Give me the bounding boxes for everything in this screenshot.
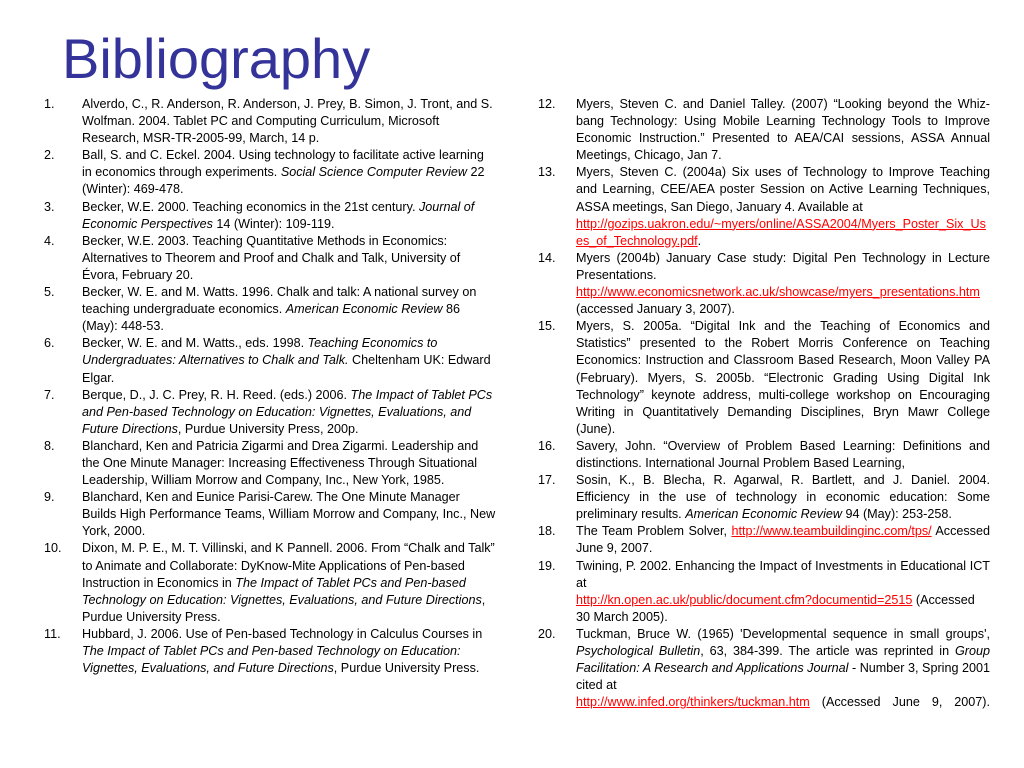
reference-text: Savery, John. “Overview of Problem Based Learning: Definitions and distinctions. International Journal Problem Based Learning, (576, 438, 990, 470)
reference-text-part: 14 (Winter): 109-119. (212, 216, 335, 231)
reference-number: 7. (44, 387, 55, 402)
reference-text-part: (accessed January 3, 2007). (576, 302, 735, 317)
reference-text (82, 335, 496, 386)
reference-text: Blanchard, Ken and Eunice Parisi-Carew. The One Minute Manager Builds High Performance Teams, William Morrow and Company, Inc., New York, 2000. (82, 490, 496, 539)
reference-text-part: Tuckman, Bruce W. (1965) 'Developmental sequence in small groups', (576, 626, 990, 641)
reference-italic-title: Teaching Economics to Undergraduates: Alternatives to Chalk and Talk. (82, 336, 438, 368)
reference-text-part: , Purdue University Press. (82, 592, 486, 624)
reference-text-part: - Number 3, Spring 2001 cited at (576, 661, 990, 693)
reference-text-part: The Team Problem Solver, (576, 524, 732, 539)
reference-text-part: (Accessed June 9, 2007). (809, 695, 990, 710)
reference-number: 12. (538, 97, 556, 111)
reference-6 (44, 335, 496, 386)
reference-11 (44, 626, 496, 677)
reference-italic-title: The Impact of Tablet PCs and Pen-based Technology on Education: Vignettes, Evaluations, and Future Directions (82, 575, 482, 607)
reference-text-part: Twining, P. 2002. Enhancing the Impact of Investments in Educational ICT at (576, 558, 990, 590)
reference-9 (44, 489, 496, 540)
reference-text-part: Accessed June 9, 2007. (576, 524, 990, 556)
reference-number: 6. (44, 336, 55, 351)
reference-text (576, 250, 990, 318)
reference-text-part: . (697, 233, 702, 248)
reference-italic-title: The Impact of Tablet PCs and Pen-based Technology on Education: Vignettes, Evaluations, and Future Directions (82, 387, 493, 436)
reference-text-part: Berque, D., J. C. Prey, R. H. Reed. (eds.) 2006. (82, 387, 351, 402)
reference-text (576, 523, 990, 557)
reference-italic-title: American Economic Review (285, 302, 443, 317)
reference-url-link[interactable]: http://www.teambuildinginc.com/tps/ (731, 524, 932, 539)
reference-text (82, 540, 496, 625)
reference-number: 4. (44, 233, 55, 248)
reference-number: 14. (538, 250, 556, 265)
reference-italic-title: Group Facilitation: A Research and Applications Journal (576, 644, 990, 676)
reference-8 (44, 438, 496, 489)
reference-number: 2. (44, 148, 55, 163)
reference-number: 1. (44, 97, 55, 111)
reference-text: Myers, S. 2005a. “Digital Ink and the Teaching of Economics and Statistics” presented to the Robert Morris Conference on Teaching Economics: Instruction and Classroom Based Research, Moon Valley PA (February). Myers, S. 2005b. “Electronic Grading Using Digital Ink Technology” keynote address, multi-college workshop on Encouraging Writing in Quantitatively Demanding Disciplines, Bryn Mawr College (June). (576, 319, 990, 436)
reference-3 (44, 199, 496, 233)
reference-20 (538, 626, 990, 711)
reference-14 (538, 250, 990, 318)
reference-text-part: , Purdue University Press, 200p. (177, 421, 359, 436)
reference-19 (538, 558, 990, 626)
reference-number: 20. (538, 626, 556, 641)
reference-text (82, 199, 496, 233)
reference-1 (44, 96, 496, 147)
reference-13 (538, 164, 990, 249)
reference-text (576, 626, 990, 711)
reference-5 (44, 284, 496, 335)
reference-number: 18. (538, 524, 556, 539)
reference-italic-title: Psychological Bulletin (576, 644, 701, 658)
reference-number: 17. (538, 473, 556, 488)
reference-text-part: 94 (May): 253-258. (841, 507, 952, 522)
reference-text-part: 86 (May): 448-53. (82, 302, 461, 334)
reference-number: 13. (538, 165, 556, 180)
reference-text-part: Becker, W. E. and M. Watts. 1996. Chalk and talk: A national survey on teaching undergraduate economics. (82, 285, 477, 317)
reference-10 (44, 540, 496, 625)
reference-text: Becker, W.E. 2003. Teaching Quantitative Methods in Economics: Alternatives to Theorem and Proof and Chalk and Talk, University of Évora, February 20. (82, 233, 461, 282)
reference-text: Myers, Steven C. and Daniel Talley. (2007) “Looking beyond the Whiz-bang Technology: Using Mobile Learning Technology Tools to Improve Economic Instruction.” Presented to AEA/CAI sessions, ASSA Annual Meetings, Chicago, Jan 7. (576, 97, 990, 163)
reference-text-part: Dixon, M. P. E., M. T. Villinski, and K Pannell. 2006. From “Chalk and Talk” to Animate and Collaborate: DyKnow-Mite Applications of Pen-based Instruction in Economics in (82, 541, 495, 590)
reference-url-link[interactable]: http://kn.open.ac.uk/public/document.cfm?documentid=2515 (576, 592, 913, 607)
reference-text (82, 147, 496, 198)
reference-number: 16. (538, 438, 556, 453)
reference-text (82, 387, 496, 438)
reference-text-part: 22 (Winter): 469-478. (82, 165, 485, 197)
reference-text-part: Ball, S. and C. Eckel. 2004. Using technology to facilitate active learning in economics through experiments. (82, 148, 484, 180)
reference-2 (44, 147, 496, 198)
bibliography-right-column (538, 96, 990, 711)
reference-text-part: Becker, W. E. and M. Watts., eds. 1998. (82, 336, 308, 351)
reference-italic-title: American Economic Review (685, 507, 842, 522)
reference-text-part: Myers (2004b) January Case study: Digital Pen Technology in Lecture Presentations. (576, 250, 990, 282)
reference-16 (538, 438, 990, 472)
reference-url-link[interactable]: http://gozips.uakron.edu/~myers/online/ASSA2004/Myers_Poster_Six_Uses_of_Technology.pdf (576, 216, 986, 248)
reference-text-part: Myers, Steven C. (2004a) Six uses of Technology to Improve Teaching and Learning, CEE/AEA poster Session on Active Learning Techniques, ASSA meetings, San Diego, January 4. Available at (576, 165, 990, 214)
reference-text-part: Sosin, K., B. Blecha, R. Agarwal, R. Bartlett, and J. Daniel. 2004. Efficiency in the use of technology in economic education: Some preliminary results. (576, 473, 990, 522)
reference-italic-title: The Impact of Tablet PCs and Pen-based Technology on Education: Vignettes, Evaluations, and Future Directions (82, 644, 461, 676)
bibliography-left-column (44, 96, 496, 677)
reference-italic-title: Social Science Computer Review (280, 165, 468, 180)
reference-text (576, 558, 990, 626)
reference-text-part: , Purdue University Press. (333, 661, 480, 676)
slide-title: Bibliography (62, 27, 371, 90)
reference-text-part: Becker, W.E. 2000. Teaching economics in the 21st century. (82, 199, 419, 214)
reference-number: 9. (44, 490, 55, 505)
reference-12 (538, 96, 990, 164)
reference-url-link[interactable]: http://www.infed.org/thinkers/tuckman.htm (576, 695, 810, 710)
reference-text: Alverdo, C., R. Anderson, R. Anderson, J. Prey, B. Simon, J. Tront, and S. Wolfman. 2004. Tablet PC and Computing Curriculum, Microsoft Research, MSR-TR-2005-99, March, 14 p. (82, 97, 493, 146)
reference-italic-title: Journal of Economic Perspectives (82, 199, 475, 231)
reference-17 (538, 472, 990, 523)
reference-number: 10. (44, 541, 62, 556)
reference-number: 15. (538, 319, 556, 334)
reference-7 (44, 387, 496, 438)
reference-text-part: Cheltenham UK: Edward Elgar. (82, 353, 491, 385)
reference-4 (44, 233, 496, 284)
reference-text (576, 472, 990, 523)
reference-number: 3. (44, 199, 55, 214)
reference-text-part: (Accessed 30 March 2005). (576, 592, 975, 624)
reference-text (82, 626, 496, 677)
reference-text-part: Hubbard, J. 2006. Use of Pen-based Technology in Calculus Courses in (82, 626, 483, 641)
reference-text (576, 164, 990, 249)
reference-number: 11. (44, 626, 61, 641)
reference-text (82, 284, 496, 335)
reference-18 (538, 523, 990, 557)
reference-number: 19. (538, 558, 556, 573)
reference-text: Blanchard, Ken and Patricia Zigarmi and Drea Zigarmi. Leadership and the One Minute Manager: Increasing Effectiveness Through Situational Leadership, William Morrow and Company, Inc., New York, 1985. (82, 438, 479, 488)
reference-15 (538, 318, 990, 438)
reference-number: 8. (44, 438, 55, 453)
reference-text-part: , 63, 384-399. The article was reprinted in (700, 644, 955, 658)
reference-number: 5. (44, 285, 55, 300)
reference-url-link[interactable]: http://www.economicsnetwork.ac.uk/showcase/myers_presentations.htm (576, 285, 980, 300)
